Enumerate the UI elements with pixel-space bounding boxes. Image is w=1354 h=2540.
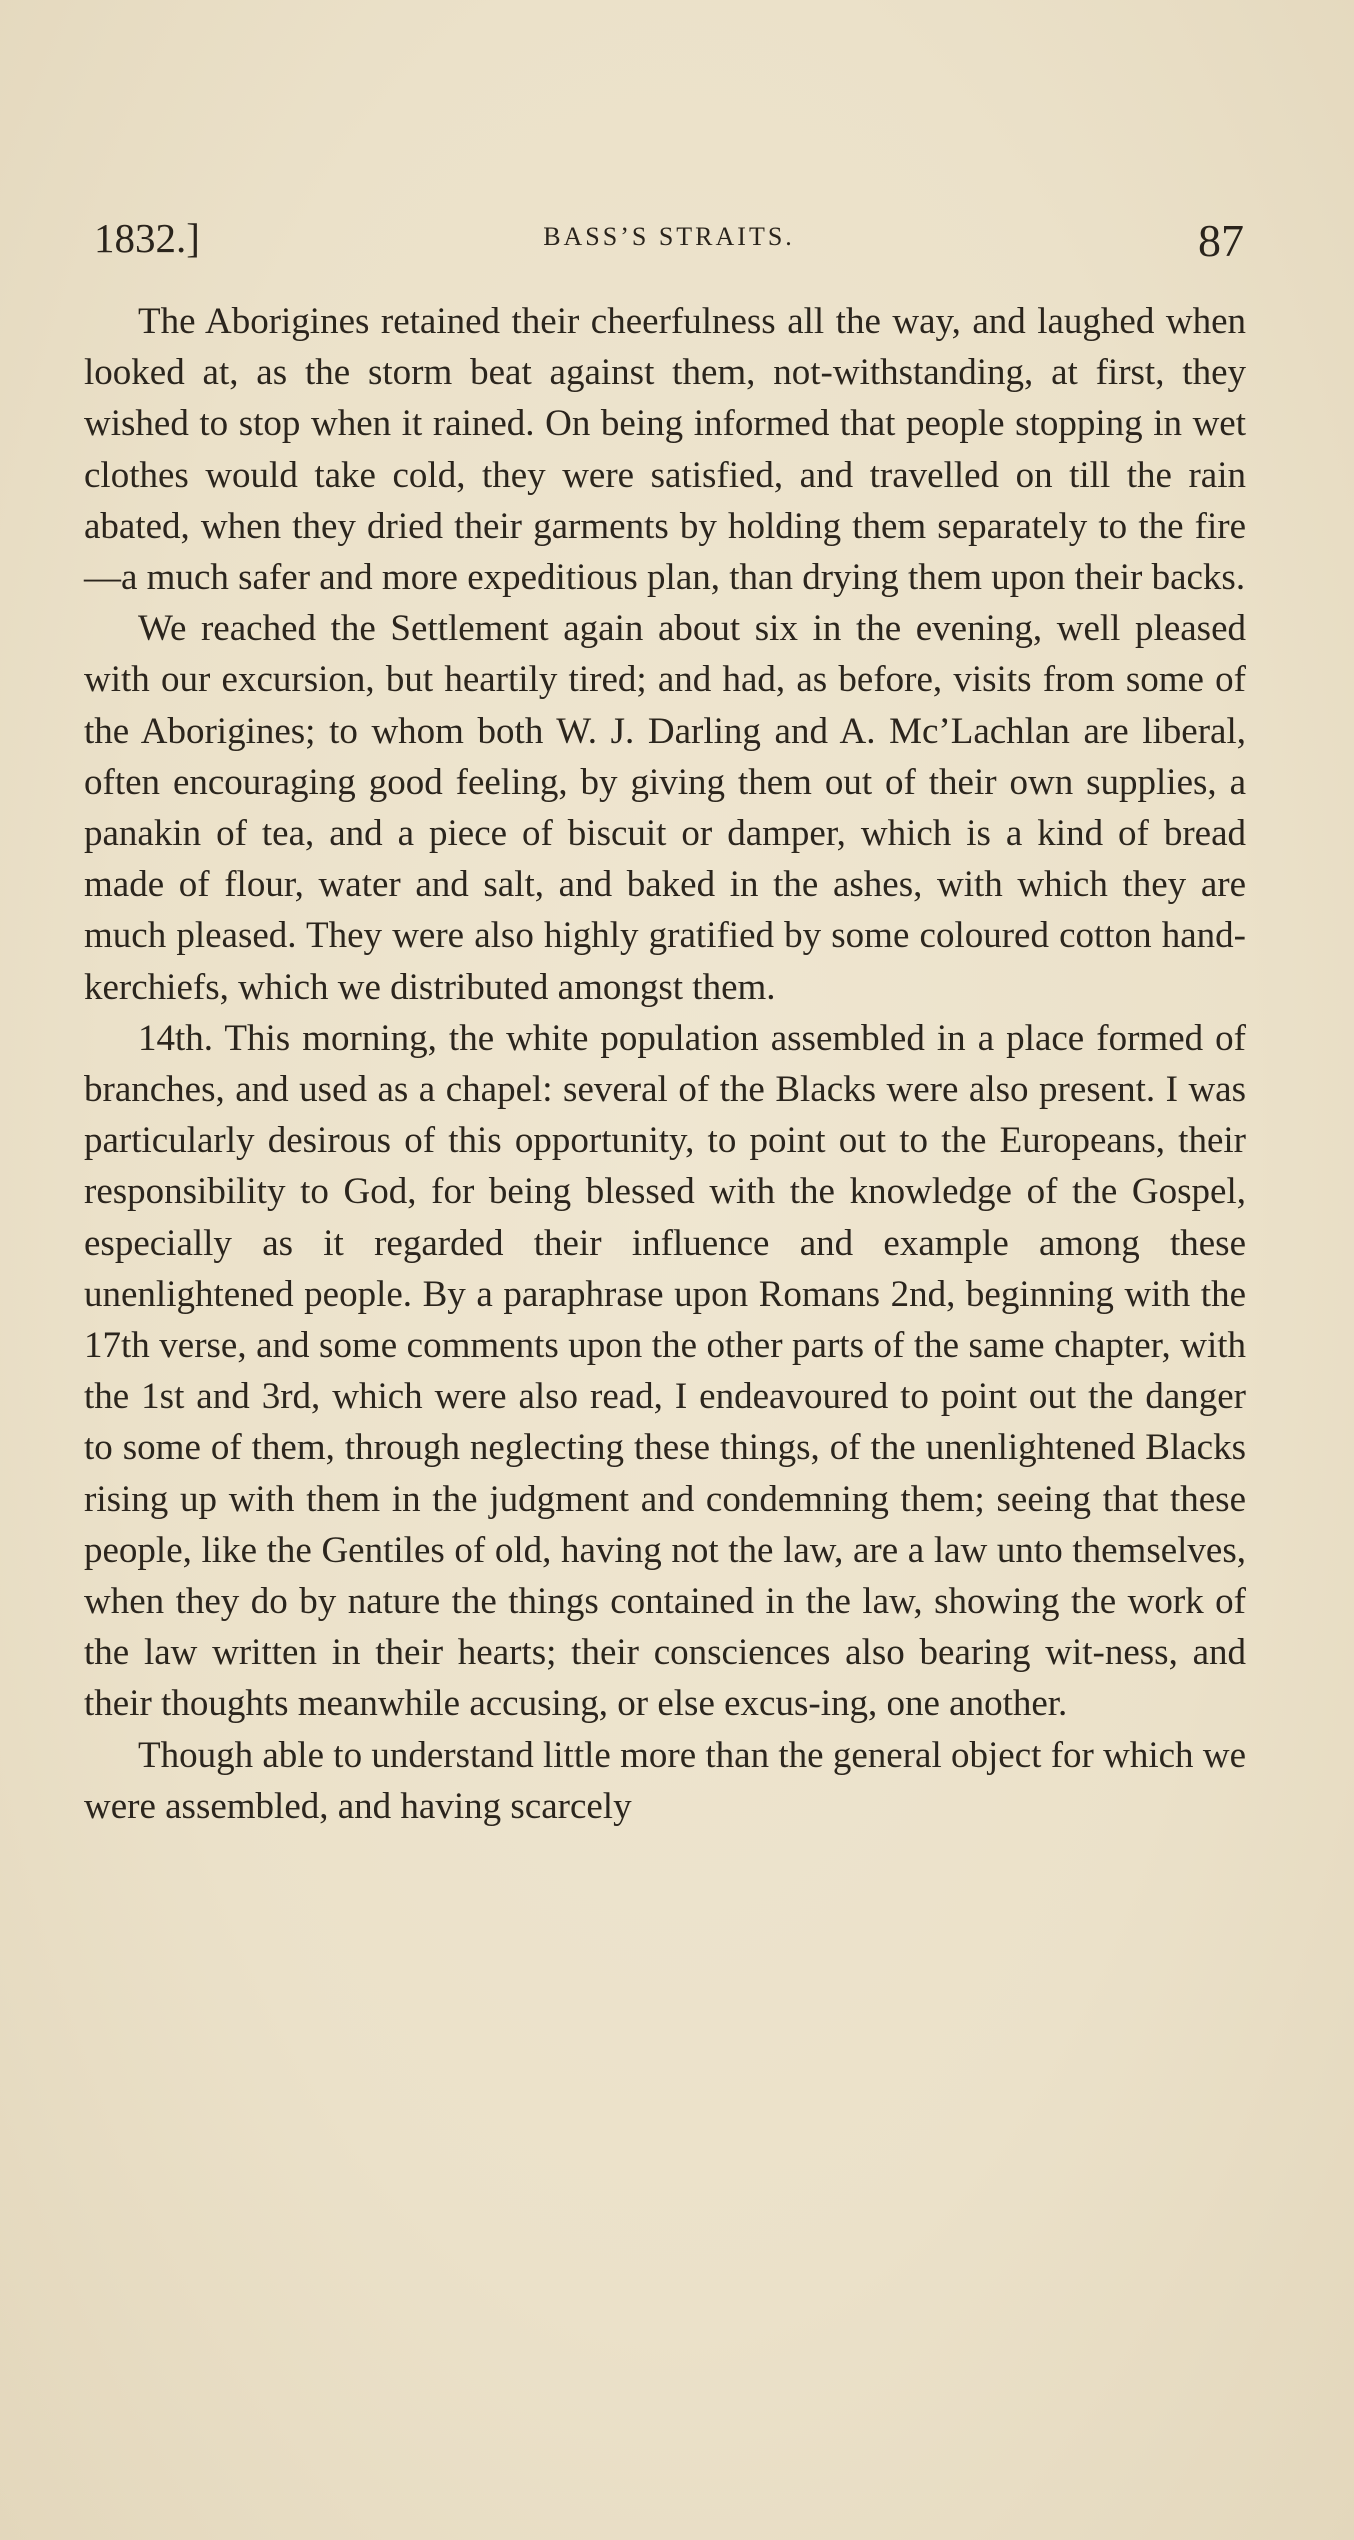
paragraph: We reached the Settlement again about six in the evening, well pleased with our excursion, but heartily tired; and had, as before, visits from some of the Aborigines; to whom both W. J. Darling and A. Mc’Lachlan are liberal, often encouraging good feeling, by giving them out of their own supplies, a panakin of tea, and a piece of biscuit or damper, which is a kind of bread made of flour, water and salt, and baked in the ashes, with which they are much pleased. They were also highly gratified by some coloured cotton hand-kerchiefs, which we distributed amongst them.	[84, 608, 1246, 1008]
header-year: 1832.]	[94, 215, 200, 261]
body-text	[84, 296, 1246, 1832]
paragraph: The Aborigines retained their cheerfulness all the way, and laughed when looked at, as the storm beat against them, not-withstanding, at first, they wished to stop when it rained. On being informed that people stopping in wet clothes would take cold, they were satisfied, and travelled on till the rain abated, when they dried their garments by holding them separately to the fire—a much safer and more expeditious plan, than drying them upon their backs.	[84, 301, 1246, 599]
page-number: 87	[1198, 215, 1244, 266]
header-title: BASS’S STRAITS.	[543, 222, 795, 251]
paragraph: Though able to understand little more than the general object for which we were assembled, and having scarcely	[84, 1734, 1246, 1827]
running-header	[94, 206, 1244, 266]
paragraph: 14th. This morning, the white population assembled in a place formed of branches, and used as a chapel: several of the Blacks were also present. I was particularly desirous of this opportunity, to point out to the Europeans, their responsibility to God, for being blessed with the knowledge of the Gospel, especially as it regarded their influence and example among these unenlightened people. By a paraphrase upon Romans 2nd, beginning with the 17th verse, and some comments upon the other parts of the same chapter, with the 1st and 3rd, which were also read, I endeavoured to point out the danger to some of them, through neglecting these things, of the unenlightened Blacks rising up with them in the judgment and condemning them; seeing that these people, like the Gentiles of old, having not the law, are a law unto themselves, when they do by nature the things contained in the law, showing the work of the law written in their hearts; their consciences also bearing wit-ness, and their thoughts meanwhile accusing, or else excus-ing, one another.	[84, 1017, 1246, 1725]
